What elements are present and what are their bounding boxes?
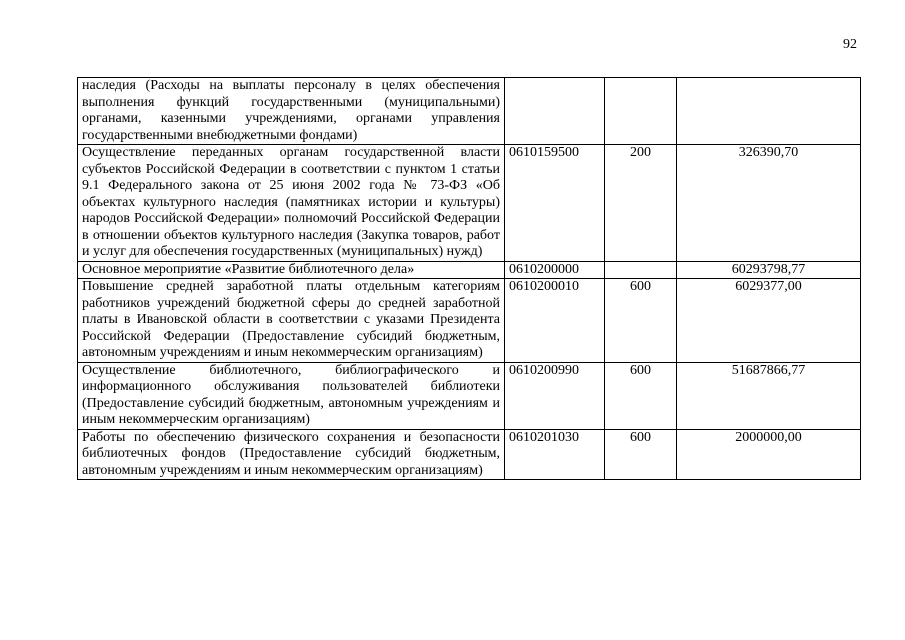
row-csr-code: 0610200010 (505, 279, 605, 363)
row-csr-code (505, 78, 605, 145)
row-vr-code (605, 78, 677, 145)
table-row (78, 279, 861, 363)
row-vr-code: 200 (605, 145, 677, 262)
row-vr-code: 600 (605, 279, 677, 363)
row-amount: 6029377,00 (677, 279, 861, 363)
table-row (78, 145, 861, 262)
row-description: Повышение средней заработной платы отдельным категориям работников учреждений бюджетной сферы до средней заработной платы в Ивановской области в соответствии с указами Президента Российской Федерации (Предоставление субсидий бюджетным, автономным учреждениям и иным некоммерческим организациям) (78, 279, 505, 363)
row-csr-code: 0610200990 (505, 362, 605, 429)
row-amount: 51687866,77 (677, 362, 861, 429)
table-row (78, 78, 861, 145)
row-description: Работы по обеспечению физического сохранения и безопасности библиотечных фондов (Предоставление субсидий бюджетным, автономным учреждениям и иным некоммерческим организациям) (78, 429, 505, 480)
row-amount (677, 78, 861, 145)
table-row (78, 362, 861, 429)
row-amount: 2000000,00 (677, 429, 861, 480)
row-vr-code: 600 (605, 429, 677, 480)
row-vr-code: 600 (605, 362, 677, 429)
row-description: Осуществление переданных органам государственной власти субъектов Российской Федерации в соответствии с пунктом 1 статьи 9.1 Федерального закона от 25 июня 2002 года № 73-ФЗ «Об объектах культурного наследия (памятниках истории и культуры) народов Российской Федерации» полномочий Российской Федерации в отношении объектов культурного наследия (Закупка товаров, работ и услуг для обеспечения государственных (муниципальных) нужд) (78, 145, 505, 262)
row-csr-code: 0610201030 (505, 429, 605, 480)
row-description: Основное мероприятие «Развитие библиотечного дела» (78, 261, 505, 279)
row-csr-code: 0610200000 (505, 261, 605, 279)
row-amount: 60293798,77 (677, 261, 861, 279)
row-amount: 326390,70 (677, 145, 861, 262)
budget-table (77, 77, 861, 480)
row-description: Осуществление библиотечного, библиографического и информационного обслуживания пользователей библиотеки (Предоставление субсидий бюджетным, автономным учреждениям и иным некоммерческим организациям) (78, 362, 505, 429)
table-row (78, 261, 861, 279)
page-number: 92 (843, 37, 857, 52)
row-description: наследия (Расходы на выплаты персоналу в целях обеспечения выполнения функций государственными (муниципальными) органами, казенными учреждениями, органами управления государственными внебюджетными фондами) (78, 78, 505, 145)
table-row (78, 429, 861, 480)
row-csr-code: 0610159500 (505, 145, 605, 262)
row-vr-code (605, 261, 677, 279)
